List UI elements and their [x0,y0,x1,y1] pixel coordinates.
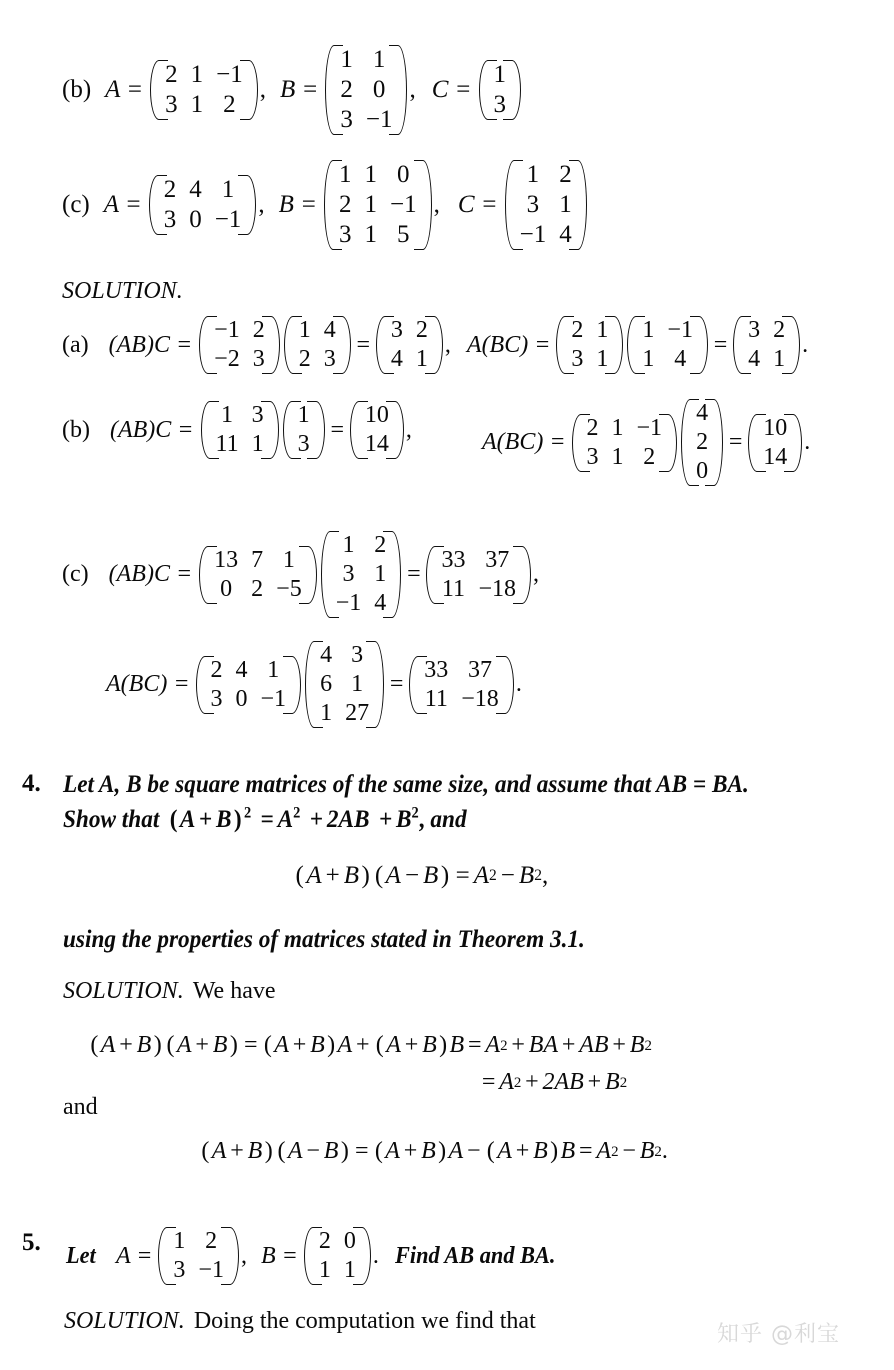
paren-right [247,174,258,236]
matrix-cell: 11 [424,685,448,712]
matrix-cell: 3 [748,317,761,343]
exercise-5-row [66,1226,567,1286]
matrix-cell: 0 [696,458,709,484]
problem-c-C-name: C = [457,191,498,218]
matrix-cell: 2 [251,575,264,602]
paren-right [699,315,710,375]
matrix-cell: 1 [372,46,386,73]
matrix-cell: 10 [364,402,389,428]
problem-c-row [62,159,589,251]
solution-b-rhs-name: A(BC) = [482,429,566,455]
solution-a-lhs-m1 [197,315,282,375]
matrix-cell: 11 [215,431,239,457]
matrix-cell: −1 [216,61,243,88]
matrix-cell: 3 [163,206,177,233]
exercise-5-matrix-B [302,1226,373,1286]
paren-left [625,315,636,375]
solution-b-lhs-m2 [281,400,327,460]
problem-b-matrix-C [477,59,524,121]
matrix-cell: 3 [493,91,507,118]
paren-left [323,44,334,136]
paren-right [292,655,303,715]
solution-c-lhs-name: (AB)C = [108,561,193,587]
matrix-cell: 1 [526,161,540,188]
matrix-cell: 4 [390,346,403,372]
matrix-cell: 1 [642,346,655,372]
exercise-4-line-3: using the properties of matrices stated in Theorem 3.1. [63,926,585,953]
matrix-cell: 3 [323,346,336,372]
matrix-cell: 33 [441,546,466,573]
exercise-4-derivation-line-1: ( A + B ) ( A + B ) = ( A + B ) A + ( A + B ) B = A 2 + BA + AB + B 2 [90,1032,652,1058]
matrix-body [418,655,505,715]
paren-left [554,315,565,375]
solution-a-lhs-name: (AB)C = [108,331,193,358]
exercise-4-derivation-line-2: = A 2 + 2 AB + B 2 [481,1069,628,1095]
matrix-cell: 1 [596,346,609,372]
solution-c-period: . [515,671,522,697]
matrix-cell: 3 [390,317,403,343]
matrix-cell: 14 [763,443,788,470]
problem-b-comma-2: , [409,76,416,103]
matrix-cell: 11 [441,575,465,602]
exercise-5-number: 5. [22,1229,41,1256]
matrix-body [205,655,293,715]
paren-right [362,1226,373,1286]
matrix-cell: −1 [519,221,547,248]
matrix-cell: 1 [221,402,234,428]
matrix-cell: 2 [205,1228,218,1254]
matrix-cell: 2 [252,317,265,343]
matrix-cell: 1 [282,546,295,573]
solution-c-rhs-m1 [194,655,304,715]
matrix-body [158,174,248,236]
paren-right [375,640,386,729]
paren-right [316,400,327,460]
solution-b-rhs-m1 [570,413,680,473]
paren-right [512,59,523,121]
matrix-cell: −1 [214,206,242,233]
matrix-cell: 1 [642,317,655,343]
problem-b-matrix-A [148,59,260,121]
matrix-body [333,159,423,251]
matrix-cell: 4 [559,221,572,248]
matrix-cell: 3 [342,561,355,587]
solution-lead-2: We have [192,978,276,1004]
matrix-body [159,59,249,121]
matrix-cell: 1 [340,46,353,73]
matrix-cell: 33 [424,656,449,683]
solution-b-rhs-m2 [679,398,725,487]
exercise-4-final-equation: ( A + B ) ( A − B ) = ( A + B ) A − ( A + B ) B = A 2 − B 2 . [201,1138,668,1164]
paren-left [424,545,435,605]
matrix-cell: 1 [343,1257,356,1283]
exercise-5-find-text: Find AB and BA. [394,1242,556,1269]
matrix-cell: 4 [235,656,248,683]
matrix-cell: 3 [526,191,540,218]
matrix-cell: 1 [415,346,428,372]
solution-a-label: (a) [62,331,89,358]
solution-c-rhs-result [407,655,516,715]
matrix-cell: 3 [173,1257,186,1283]
solution-c-equals-2: = [389,671,404,697]
problem-b-row [62,44,523,136]
matrix-cell: −1 [198,1257,224,1283]
matrix-cell: 2 [163,176,177,203]
matrix-cell: 1 [190,61,204,88]
solution-c-label: (c) [62,561,89,587]
paren-right [398,44,409,136]
matrix-cell: −1 [667,317,693,343]
matrix-cell: 0 [189,206,202,233]
problem-b-A-name: A = [105,76,144,103]
paren-left [156,1226,167,1286]
problem-b-label: (b) [62,76,92,103]
solution-b-rhs-result [746,413,804,473]
matrix-cell: 1 [493,61,507,88]
paren-left [302,1226,313,1286]
paren-left [197,545,208,605]
paren-left [746,413,757,473]
matrix-cell: 2 [696,429,709,455]
matrix-cell: 4 [323,317,336,343]
matrix-cell: 4 [748,346,761,372]
solution-b-label: (b) [62,416,90,443]
matrix-cell: 13 [214,546,239,573]
paren-right [578,159,589,251]
paren-right [793,413,804,473]
paren-left [199,400,210,460]
solution-b-row [62,400,412,460]
paren-left [477,59,488,121]
solution-b-period: . [804,429,811,455]
matrix-cell: 2 [571,317,584,343]
paren-right [308,545,319,605]
matrix-cell: 1 [364,191,377,218]
solution-c-comma: , [533,561,539,587]
exercise-4-expression: (A + B) $^2 = A^2 + 2AB + B^2$, and [169,804,467,833]
matrix-cell: 0 [343,1228,356,1254]
matrix-cell: 3 [338,221,352,248]
matrix-cell: 2 [586,414,599,441]
matrix-cell: 1 [559,191,572,218]
matrix-cell: 27 [345,700,370,726]
exercise-4-number: 4. [22,770,41,797]
matrix-cell: 3 [252,346,265,372]
matrix-cell: 1 [267,656,280,683]
paren-left [147,174,158,236]
solution-c-lhs-result [424,545,533,605]
exercise-5-B-name: B = [260,1242,298,1269]
matrix-cell: 1 [320,700,333,726]
solution-heading-1: SOLUTION. [62,278,183,304]
problem-c-A-name: A = [103,191,142,218]
matrix-cell: 2 [338,191,352,218]
matrix-cell: 6 [320,671,333,697]
solution-b-lhs-m1 [199,400,281,460]
matrix-cell: 5 [397,221,410,248]
matrix-cell: 1 [173,1228,186,1254]
paren-right [392,530,403,619]
solution-c-lhs-m1 [197,545,319,605]
solution-lead-3: Doing the computation we find that [193,1308,536,1334]
paren-left [348,400,359,460]
matrix-cell: 2 [298,346,311,372]
matrix-cell: 3 [297,431,310,457]
matrix-cell: 3 [210,685,223,712]
matrix-cell: 2 [223,91,236,118]
problem-c-matrix-C [503,159,589,251]
matrix-cell: −2 [214,346,240,372]
matrix-cell: 1 [342,532,355,558]
matrix-cell: 1 [364,161,377,188]
paren-left [374,315,385,375]
exercise-4-show-that: Show that [63,806,160,833]
matrix-cell: 2 [210,656,223,683]
solution-a-rhs-result [731,315,802,375]
matrix-cell: 7 [251,546,264,573]
matrix-cell: 1 [190,91,204,118]
matrix-body [581,413,669,473]
paren-left [148,59,159,121]
matrix-cell: 37 [485,546,510,573]
paren-left [322,159,333,251]
matrix-cell: −1 [365,106,393,133]
solution-c-rhs-row [106,640,522,729]
solution-a-lhs-m2 [282,315,353,375]
matrix-cell: 4 [674,346,687,372]
paren-left [303,640,314,729]
solution-a-equals-1: = [356,331,371,358]
exercise-5-matrix-A [156,1226,241,1286]
exercise-5-comma: , [240,1242,247,1269]
paren-left [194,655,205,715]
exercise-4-line-1: Let A, B be square matrices of the same size, and assume that AB = BA. [63,771,749,798]
matrix-cell: 2 [340,76,353,103]
paren-left [197,315,208,375]
exercise-4-centered-equation: ( A + B ) ( A − B ) = A 2 − B 2 , [295,862,549,889]
solution-c-rhs-m2 [303,640,386,729]
matrix-cell: 1 [318,1257,331,1283]
paren-right [342,315,353,375]
solution-a-rhs-name: A(BC) = [466,331,551,358]
exercise-4-line-2 [63,806,467,834]
paren-right [668,413,679,473]
solution-a-comma: , [444,331,451,358]
matrix-cell: −1 [636,414,663,441]
matrix-cell: 1 [374,561,387,587]
matrix-cell: 1 [773,346,786,372]
matrix-cell: 4 [189,176,202,203]
matrix-cell: 10 [763,414,788,441]
problem-c-comma-2: , [433,191,440,218]
exercise-5-solution-heading-row [64,1308,536,1335]
paren-right [249,59,260,121]
watermark: 知乎 @利宝 [717,1322,840,1347]
problem-b-B-name: B = [279,76,319,103]
exercise-5-period: . [372,1242,379,1269]
matrix-cell: 1 [221,176,235,203]
matrix-cell: 1 [364,221,377,248]
matrix-cell: −1 [260,685,287,712]
matrix-body [435,545,522,605]
matrix-cell: −5 [276,575,302,602]
matrix-cell: 4 [320,642,333,668]
matrix-cell: 2 [559,161,572,188]
matrix-cell: 2 [415,317,428,343]
matrix-cell: 3 [340,106,353,133]
matrix-cell: 3 [571,346,584,372]
solution-a-row [62,315,808,375]
matrix-cell: 1 [251,431,264,457]
matrix-cell: −1 [389,191,417,218]
paren-right [505,655,516,715]
matrix-cell: 0 [372,76,386,103]
matrix-cell: 3 [251,402,264,428]
paren-right [271,315,282,375]
paren-left [731,315,742,375]
matrix-cell: 4 [696,400,709,426]
solution-c-row [62,530,539,619]
solution-heading-3: SOLUTION. [64,1308,185,1334]
paren-right [230,1226,241,1286]
matrix-cell: 14 [364,431,389,457]
solution-heading-2: SOLUTION. [63,978,184,1004]
solution-b-equals-1: = [330,416,344,443]
matrix-cell: −1 [335,590,362,616]
paren-right [614,315,625,375]
matrix-cell: 2 [643,443,656,470]
paren-right [522,545,533,605]
paren-left [281,400,292,460]
matrix-cell: 3 [165,91,178,118]
paren-right [423,159,434,251]
problem-c-B-name: B = [278,191,317,218]
matrix-cell: 1 [351,671,364,697]
problem-b-C-name: C = [431,76,472,103]
matrix-cell: 2 [165,61,178,88]
paren-left [570,413,581,473]
paren-left [407,655,418,715]
matrix-cell: 1 [611,443,624,470]
matrix-cell: 1 [611,414,624,441]
solution-a-equals-2: = [713,331,728,358]
solution-a-period: . [802,331,809,358]
matrix-cell: 37 [468,656,493,683]
paren-right [714,398,725,487]
matrix-cell: −1 [214,317,240,343]
matrix-cell: 1 [298,317,311,343]
matrix-cell: 0 [397,161,410,188]
matrix-cell: 0 [235,685,248,712]
matrix-cell: 4 [374,590,387,616]
solution-a-rhs-m2 [625,315,710,375]
paren-left [679,398,690,487]
paren-left [282,315,293,375]
paren-right [434,315,445,375]
matrix-cell: 3 [586,443,599,470]
paren-right [270,400,281,460]
solution-c-rhs-name: A(BC) = [106,671,190,697]
problem-b-matrix-B [323,44,409,136]
matrix-cell: 2 [318,1228,331,1254]
matrix-cell: 1 [297,402,310,428]
solution-b-lhs-name: (AB)C = [109,416,194,443]
solution-b-comma: , [405,416,412,443]
problem-c-comma-1: , [258,191,265,218]
solution-a-lhs-result [374,315,445,375]
solution-b-lhs-result [348,400,406,460]
matrix-cell: −18 [478,575,516,602]
exercise-4-solution-heading-row [63,978,276,1005]
solution-c-equals-1: = [407,561,421,587]
matrix-cell: 2 [773,317,786,343]
paren-left [503,159,514,251]
paren-left [319,530,330,619]
exercise-4-and-word: and [63,1094,98,1120]
problem-c-matrix-B [322,159,434,251]
matrix-cell: 1 [338,161,352,188]
matrix-cell: 2 [374,532,387,558]
solution-b-rhs-row [482,398,810,487]
exercise-5-A-name: A = [115,1242,153,1269]
solution-a-rhs-m1 [554,315,625,375]
exercise-5-let-word: Let [66,1242,96,1269]
matrix-cell: −18 [461,685,499,712]
paren-right [395,400,406,460]
problem-c-matrix-A [147,174,259,236]
matrix-cell: 1 [596,317,609,343]
matrix-cell: 3 [351,642,364,668]
solution-c-lhs-m2 [319,530,404,619]
matrix-cell: 0 [220,575,233,602]
problem-c-label: (c) [62,191,90,218]
matrix-body [208,545,308,605]
paren-right [791,315,802,375]
solution-b-equals-2: = [728,429,743,455]
problem-b-comma-1: , [259,76,266,103]
